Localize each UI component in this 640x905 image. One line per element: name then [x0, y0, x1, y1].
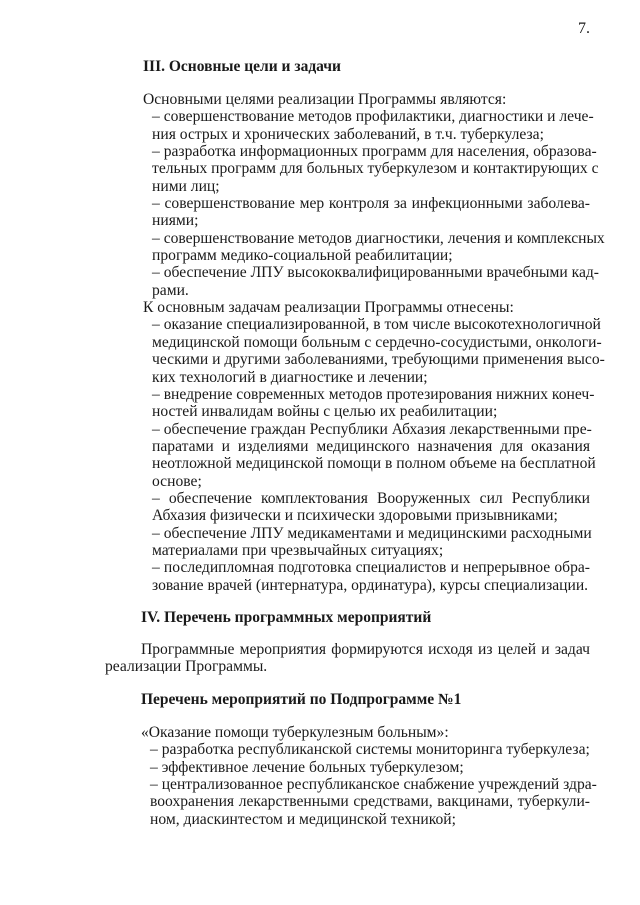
- text-line: – разработка информационных программ для населения, образова-: [152, 143, 597, 161]
- text-line: программ медико-социальной реабилитации;: [152, 247, 453, 265]
- text-line: медицинской помощи больным с сердечно-сосудистыми, онкологи-: [152, 333, 602, 351]
- list-item: [141, 741, 590, 758]
- text-line: «Оказание помощи туберкулезным больным»:: [141, 724, 449, 741]
- text-line: – эффективное лечение больных туберкулезом;: [150, 758, 464, 776]
- list-item: [143, 229, 605, 265]
- text-line: ких технологий в диагностике и лечении;: [152, 368, 428, 386]
- text-line: ном, диаскинтестом и медицинской техникой;: [150, 810, 456, 828]
- text-line: – совершенствование мер контроля за инфекционными заболева-: [152, 195, 590, 213]
- list-item: [143, 108, 594, 143]
- list-item: [143, 525, 590, 560]
- text-line: ния острых и хронических заболеваний, в т.ч. туберкулеза;: [152, 125, 544, 143]
- text-line: зование врачей (интернатура, ординатура), курсы специализации.: [152, 576, 589, 594]
- section-3-heading: III. Основные цели и задачи: [143, 58, 341, 75]
- text-line: тельных программ для больных туберкулезом и контактирующих с: [152, 160, 599, 178]
- intro-line: реализации Программы.: [105, 658, 268, 676]
- list-item: [143, 316, 605, 386]
- list-item: [143, 385, 595, 421]
- section-4-heading: IV. Перечень программных мероприятий: [141, 609, 432, 626]
- text-line: ними лиц;: [152, 177, 220, 195]
- page-number: 7.: [578, 20, 590, 37]
- text-line: ностей инвалидам войны с целью их реабилитации;: [152, 403, 498, 421]
- text-line: – обеспечение граждан Республики Абхазия лекарственными пре-: [152, 420, 592, 438]
- subprogram-heading: Перечень мероприятий по Подпрограмме №1: [141, 691, 462, 708]
- list-item: [143, 490, 590, 525]
- list-item: [141, 759, 590, 776]
- text-line: ческими и другими заболеваниями, требующими применения высо-: [152, 351, 605, 369]
- text-line: – внедрение современных методов протезирования нижних конеч-: [152, 385, 595, 403]
- text-line: материалами при чрезвычайных ситуациях;: [152, 541, 444, 559]
- list-item: [143, 420, 596, 490]
- text-line: – разработка республиканской системы мониторинга туберкулеза;: [150, 741, 590, 759]
- list-item: [143, 559, 590, 594]
- text-line: рами.: [152, 281, 189, 299]
- section-3-body: [143, 91, 605, 594]
- lead-paragraph: [143, 91, 590, 108]
- text-line: основе;: [152, 472, 202, 490]
- text-line: – совершенствование методов диагностики, лечения и комплексных: [152, 229, 605, 247]
- text-line: воохранения лекарственными средствами, вакцинами, туберкули-: [150, 793, 590, 811]
- list-item: [141, 776, 597, 828]
- text-line: – обеспечение ЛПУ высококвалифицированными врачебными кад-: [152, 264, 600, 282]
- text-line: паратами и изделиями медицинского назначения для оказания: [152, 437, 590, 455]
- list-item: [143, 264, 600, 299]
- section-4-intro: [105, 641, 590, 676]
- text-line: К основным задачам реализации Программы отнесены:: [143, 299, 514, 317]
- text-line: – централизованное республиканское снабжение учреждений здра-: [150, 776, 597, 794]
- text-line: – обеспечение ЛПУ медикаментами и медицинскими расходными: [152, 524, 592, 542]
- intro-line: Программные мероприятия формируются исходя из целей и задач: [141, 641, 590, 658]
- list-item: [143, 195, 590, 230]
- list-item: [143, 143, 599, 195]
- text-line: – обеспечение комплектования Вооруженных сил Республики: [152, 489, 590, 507]
- text-line: неотложной медицинской помощи в полном объеме на бесплатной: [152, 455, 596, 473]
- text-line: – последипломная подготовка специалистов и непрерывное обра-: [152, 559, 590, 577]
- text-line: – оказание специализированной, в том числе высокотехнологичной: [152, 316, 601, 334]
- subprogram-body: [141, 724, 597, 828]
- text-line: Основными целями реализации Программы являются:: [143, 91, 507, 108]
- text-line: ниями;: [152, 212, 199, 230]
- text-line: – совершенствование методов профилактики, диагностики и лече-: [152, 108, 594, 126]
- text-line: Абхазия физически и психически здоровыми призывниками;: [152, 507, 558, 525]
- lead-paragraph: [141, 724, 590, 741]
- lead-paragraph: [143, 299, 590, 316]
